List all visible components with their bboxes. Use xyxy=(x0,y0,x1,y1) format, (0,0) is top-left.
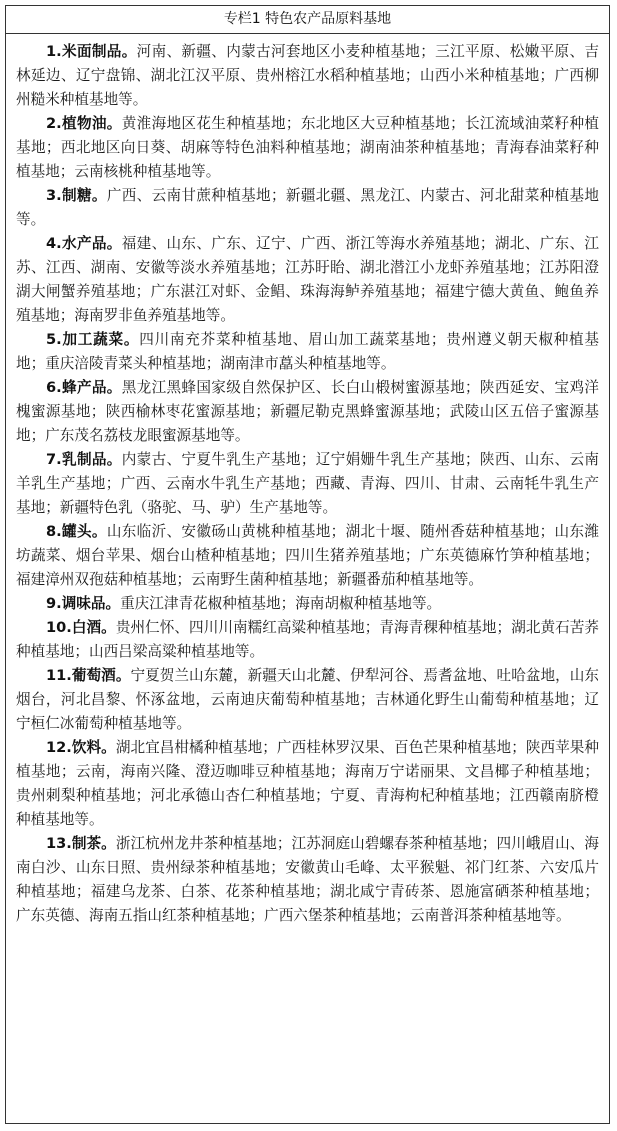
item-text: 重庆江津青花椒种植基地；海南胡椒种植基地等。 xyxy=(120,595,442,612)
item-dairy xyxy=(16,448,599,520)
item-heading: 9.调味品。 xyxy=(46,595,121,612)
item-heading: 5.加工蔬菜。 xyxy=(46,331,140,348)
item-processed-vegetables xyxy=(16,328,599,376)
item-aquatic xyxy=(16,232,599,328)
column-title: 专栏1 特色农产品原料基地 xyxy=(6,6,609,34)
item-text: 内蒙古、宁夏牛乳生产基地；辽宁娟姗牛乳生产基地；陕西、山东、云南羊乳生产基地；广西、云南水牛乳生产基地；西藏、青海、四川、甘肃、云南牦牛乳生产基地；新疆特色乳（骆驼、马、驴）生产基地等。 xyxy=(16,451,599,516)
item-heading: 12.饮料。 xyxy=(46,739,116,756)
item-condiments xyxy=(16,592,599,616)
item-wine xyxy=(16,664,599,736)
item-beverages xyxy=(16,736,599,832)
item-heading: 2.植物油。 xyxy=(46,115,122,132)
item-heading: 4.水产品。 xyxy=(46,235,122,252)
item-text: 黄淮海地区花生种植基地；东北地区大豆种植基地；长江流域油菜籽种植基地；西北地区向日葵、胡麻等特色油料种植基地；湖南油茶种植基地；青海春油菜籽种植基地；云南核桃种植基地等。 xyxy=(16,115,599,180)
item-heading: 7.乳制品。 xyxy=(46,451,122,468)
item-text: 山东临沂、安徽砀山黄桃种植基地；湖北十堰、随州香菇种植基地；山东潍坊蔬菜、烟台苹果、烟台山楂种植基地；四川生猪养殖基地；广东英德麻竹笋种植基地；福建漳州双孢菇种植基地；云南野生菌种植基地；新疆番茄种植基地等。 xyxy=(16,523,599,588)
item-text: 河南、新疆、内蒙古河套地区小麦种植基地；三江平原、松嫩平原、吉林延边、辽宁盘锦、湖北江汉平原、贵州榕江水稻种植基地；山西小米种植基地；广西柳州糙米种植基地等。 xyxy=(16,43,599,108)
feature-column-box xyxy=(5,5,610,1124)
item-heading: 10.白酒。 xyxy=(46,619,116,636)
item-heading: 3.制糖。 xyxy=(46,187,107,204)
item-sugar xyxy=(16,184,599,232)
item-heading: 13.制茶。 xyxy=(46,835,116,852)
item-text: 广西、云南甘蔗种植基地；新疆北疆、黑龙江、内蒙古、河北甜菜种植基地等。 xyxy=(16,187,599,228)
item-text: 浙江杭州龙井茶种植基地；江苏洞庭山碧螺春茶种植基地；四川峨眉山、海南白沙、山东日照、贵州绿茶种植基地；安徽黄山毛峰、太平猴魁、祁门红茶、六安瓜片种植基地；福建乌龙茶、白茶、花茶种植基地；湖北咸宁青砖茶、恩施富硒茶种植基地；广东英德、海南五指山红茶种植基地；广西六堡茶种植基地；云南普洱茶种植基地等。 xyxy=(16,835,599,924)
column-content xyxy=(6,34,609,928)
item-rice-flour xyxy=(16,40,599,112)
item-text: 宁夏贺兰山东麓，新疆天山北麓、伊犁河谷、焉耆盆地、吐哈盆地，山东烟台，河北昌黎、怀涿盆地，云南迪庆葡萄种植基地；吉林通化野生山葡萄种植基地；辽宁桓仁冰葡萄种植基地等。 xyxy=(16,667,599,732)
item-text: 福建、山东、广东、辽宁、广西、浙江等海水养殖基地；湖北、广东、江苏、江西、湖南、安徽等淡水养殖基地；江苏盱眙、湖北潜江小龙虾养殖基地；江苏阳澄湖大闸蟹养殖基地；广东湛江对虾、金鲳、珠海海鲈养殖基地；福建宁德大黄鱼、鲍鱼养殖基地；海南罗非鱼养殖基地等。 xyxy=(16,235,599,324)
item-bee-products xyxy=(16,376,599,448)
item-heading: 6.蜂产品。 xyxy=(46,379,122,396)
item-text: 四川南充芥菜种植基地、眉山加工蔬菜基地；贵州遵义朝天椒种植基地；重庆涪陵青菜头种植基地；湖南津市藠头种植基地等。 xyxy=(16,331,599,372)
item-text: 贵州仁怀、四川川南糯红高粱种植基地；青海青稞种植基地；湖北黄石苦荞种植基地；山西吕梁高粱种植基地等。 xyxy=(16,619,599,660)
item-text: 黑龙江黑蜂国家级自然保护区、长白山椴树蜜源基地；陕西延安、宝鸡洋槐蜜源基地；陕西榆林枣花蜜源基地；新疆尼勒克黑蜂蜜源基地；武陵山区五倍子蜜源基地；广东茂名荔枝龙眼蜜源基地等。 xyxy=(16,379,599,444)
item-heading: 1.米面制品。 xyxy=(46,43,137,60)
item-text: 湖北宜昌柑橘种植基地；广西桂林罗汉果、百色芒果种植基地；陕西苹果种植基地；云南，海南兴隆、澄迈咖啡豆种植基地；海南万宁诺丽果、文昌椰子种植基地；贵州刺梨种植基地；河北承德山杏仁种植基地；宁夏、青海枸杞种植基地；江西赣南脐橙种植基地等。 xyxy=(16,739,599,828)
item-liquor xyxy=(16,616,599,664)
item-heading: 11.葡萄酒。 xyxy=(46,667,131,684)
item-vegetable-oil xyxy=(16,112,599,184)
item-heading: 8.罐头。 xyxy=(46,523,107,540)
item-canned xyxy=(16,520,599,592)
item-tea xyxy=(16,832,599,928)
